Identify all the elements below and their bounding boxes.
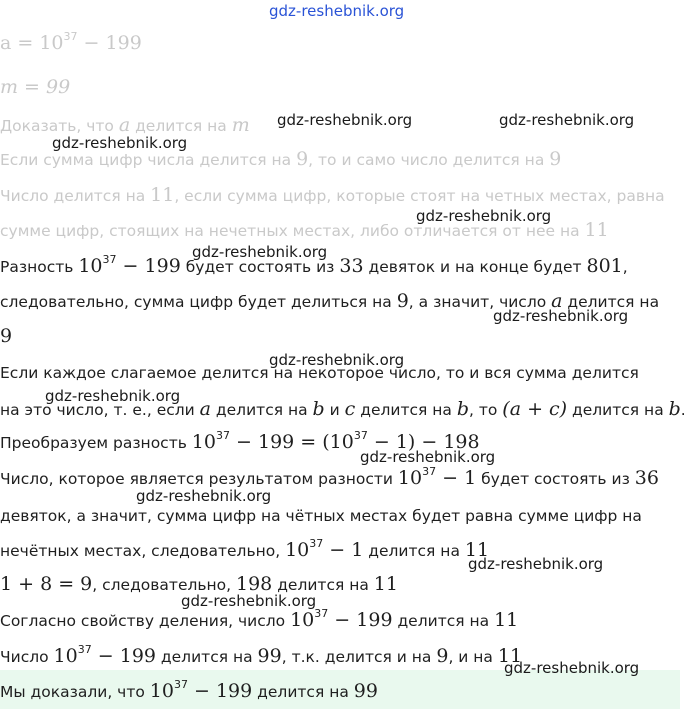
var: b <box>312 398 325 420</box>
var: b <box>456 398 469 420</box>
line-result-b <box>0 505 642 527</box>
text: на это число, т. е., если <box>0 401 200 419</box>
exp: 37 <box>173 678 188 691</box>
text: делится на <box>272 576 374 594</box>
given-m <box>0 76 70 99</box>
math: 10 <box>191 431 216 453</box>
text: , то <box>469 401 503 419</box>
num: 9 <box>296 148 309 170</box>
exp: 37 <box>309 537 324 550</box>
exp: 37 <box>314 607 329 620</box>
text: Преобразуем разность <box>0 434 192 452</box>
text: делится на <box>562 293 660 311</box>
math: 10 <box>149 680 174 702</box>
num: 11 <box>584 219 609 241</box>
watermark: gdz-reshebnik.org <box>45 387 181 405</box>
expr: (a + c) <box>502 398 568 420</box>
line-result-a <box>0 467 659 490</box>
watermark: gdz-reshebnik.org <box>416 207 552 225</box>
text: Число делится на <box>0 187 151 205</box>
text: Разность <box>0 258 79 276</box>
num: 36 <box>634 467 659 489</box>
num: 9 <box>0 325 13 347</box>
num: 9 <box>549 148 562 170</box>
text: делится на <box>363 542 465 560</box>
watermark: gdz-reshebnik.org <box>493 307 629 325</box>
text: будет состоять из <box>180 258 340 276</box>
num: 33 <box>339 255 364 277</box>
given-a-exp: 37 <box>63 30 78 43</box>
math: 10 <box>53 645 78 667</box>
line-result-c <box>0 539 489 562</box>
text: Число <box>0 648 54 666</box>
math: − 199 <box>328 609 393 631</box>
num: 11 <box>150 184 175 206</box>
math: − 199 <box>187 680 253 702</box>
watermark: gdz-reshebnik.org <box>192 243 328 261</box>
var-a: a <box>551 290 563 312</box>
watermark: gdz-reshebnik.org <box>499 111 635 129</box>
exp: 37 <box>422 465 437 478</box>
text: Если каждое слагаемое делится на некоторое число, то и вся сумма делится <box>0 364 639 382</box>
text: , <box>622 258 628 276</box>
text: девяток, а значит, сумма цифр на чётных местах будет равна сумме цифр на <box>0 507 642 525</box>
num: 801 <box>586 255 623 277</box>
math: − 199 = (10 <box>229 431 354 453</box>
text: сумме цифр, стоящих на нечетных местах, либо отличается от нее на <box>0 222 585 240</box>
num: 11 <box>497 645 523 667</box>
text: девяток и на конце будет <box>363 258 587 276</box>
math: − 1) − 198 <box>367 431 480 453</box>
exp: 37 <box>215 429 230 442</box>
watermark: gdz-reshebnik.org <box>360 448 496 466</box>
math: 1 + 8 = 9 <box>0 573 93 595</box>
line-prop <box>0 609 518 632</box>
text: нечётных местах, следовательно, <box>0 542 286 560</box>
line-conclusion <box>0 680 378 703</box>
num: 11 <box>494 609 519 631</box>
line-final99 <box>0 645 522 668</box>
text: будет состоять из <box>476 470 635 488</box>
text: и <box>324 401 345 419</box>
given-a-lhs: a = 10 <box>0 32 64 54</box>
watermark: gdz-reshebnik.org <box>277 111 413 129</box>
text: Доказать, что <box>0 117 114 135</box>
text: , и на <box>448 648 498 666</box>
math: 10 <box>290 609 315 631</box>
math: − 1 <box>323 539 364 561</box>
line-rule11-a <box>0 184 665 207</box>
text: , следовательно, <box>92 576 236 594</box>
watermark: gdz-reshebnik.org <box>136 487 272 505</box>
text: делится на <box>355 401 457 419</box>
text: следовательно, сумма цифр будет делиться на <box>0 293 397 311</box>
watermark: gdz-reshebnik.org <box>269 351 405 369</box>
num: 9 <box>436 645 449 667</box>
exp: 37 <box>353 429 368 442</box>
var-m: m <box>231 114 250 136</box>
text: делится на <box>130 117 232 135</box>
math: 10 <box>285 539 310 561</box>
given-a-rhs: − 199 <box>77 32 142 54</box>
given-m-text: m = 99 <box>0 76 71 98</box>
watermark-top: gdz-reshebnik.org <box>269 2 405 20</box>
text: Мы доказали, что <box>0 683 150 701</box>
text: , т.к. делится и на <box>281 648 437 666</box>
num: 9 <box>396 290 409 312</box>
text: делится на <box>156 648 258 666</box>
text: . <box>680 401 686 419</box>
text: , а значит, число <box>408 293 552 311</box>
text: Согласно свойству деления, число <box>0 612 291 630</box>
text: делится на <box>567 401 669 419</box>
math: − 199 <box>91 645 156 667</box>
exp: 37 <box>102 253 117 266</box>
num: 99 <box>257 645 282 667</box>
watermark: gdz-reshebnik.org <box>52 134 188 152</box>
math: 10 <box>397 467 423 489</box>
num: 11 <box>373 573 398 595</box>
text: делится на <box>211 401 313 419</box>
math: − 199 <box>116 255 181 277</box>
var: c <box>344 398 356 420</box>
line-hence9-end <box>0 325 12 348</box>
num: 11 <box>464 539 490 561</box>
var-a: a <box>118 114 131 136</box>
watermark: gdz-reshebnik.org <box>468 555 604 573</box>
given-a <box>0 32 142 55</box>
text: делится на <box>392 612 495 630</box>
var: a <box>199 398 211 420</box>
text: Если сумма цифр числа делится на <box>0 151 297 169</box>
text: , если сумма цифр, которые стоят на четных местах, равна <box>174 187 665 205</box>
var: b <box>668 398 681 420</box>
watermark: gdz-reshebnik.org <box>181 592 317 610</box>
math: − 1 <box>436 467 477 489</box>
text: Число, которое является результатом разности <box>0 470 398 488</box>
num: 198 <box>236 573 273 595</box>
num: 99 <box>353 680 378 702</box>
text: , то и само число делится на <box>308 151 550 169</box>
watermark: gdz-reshebnik.org <box>504 659 640 677</box>
math: 10 <box>78 255 103 277</box>
exp: 37 <box>77 643 92 656</box>
text: делится на <box>252 683 354 701</box>
